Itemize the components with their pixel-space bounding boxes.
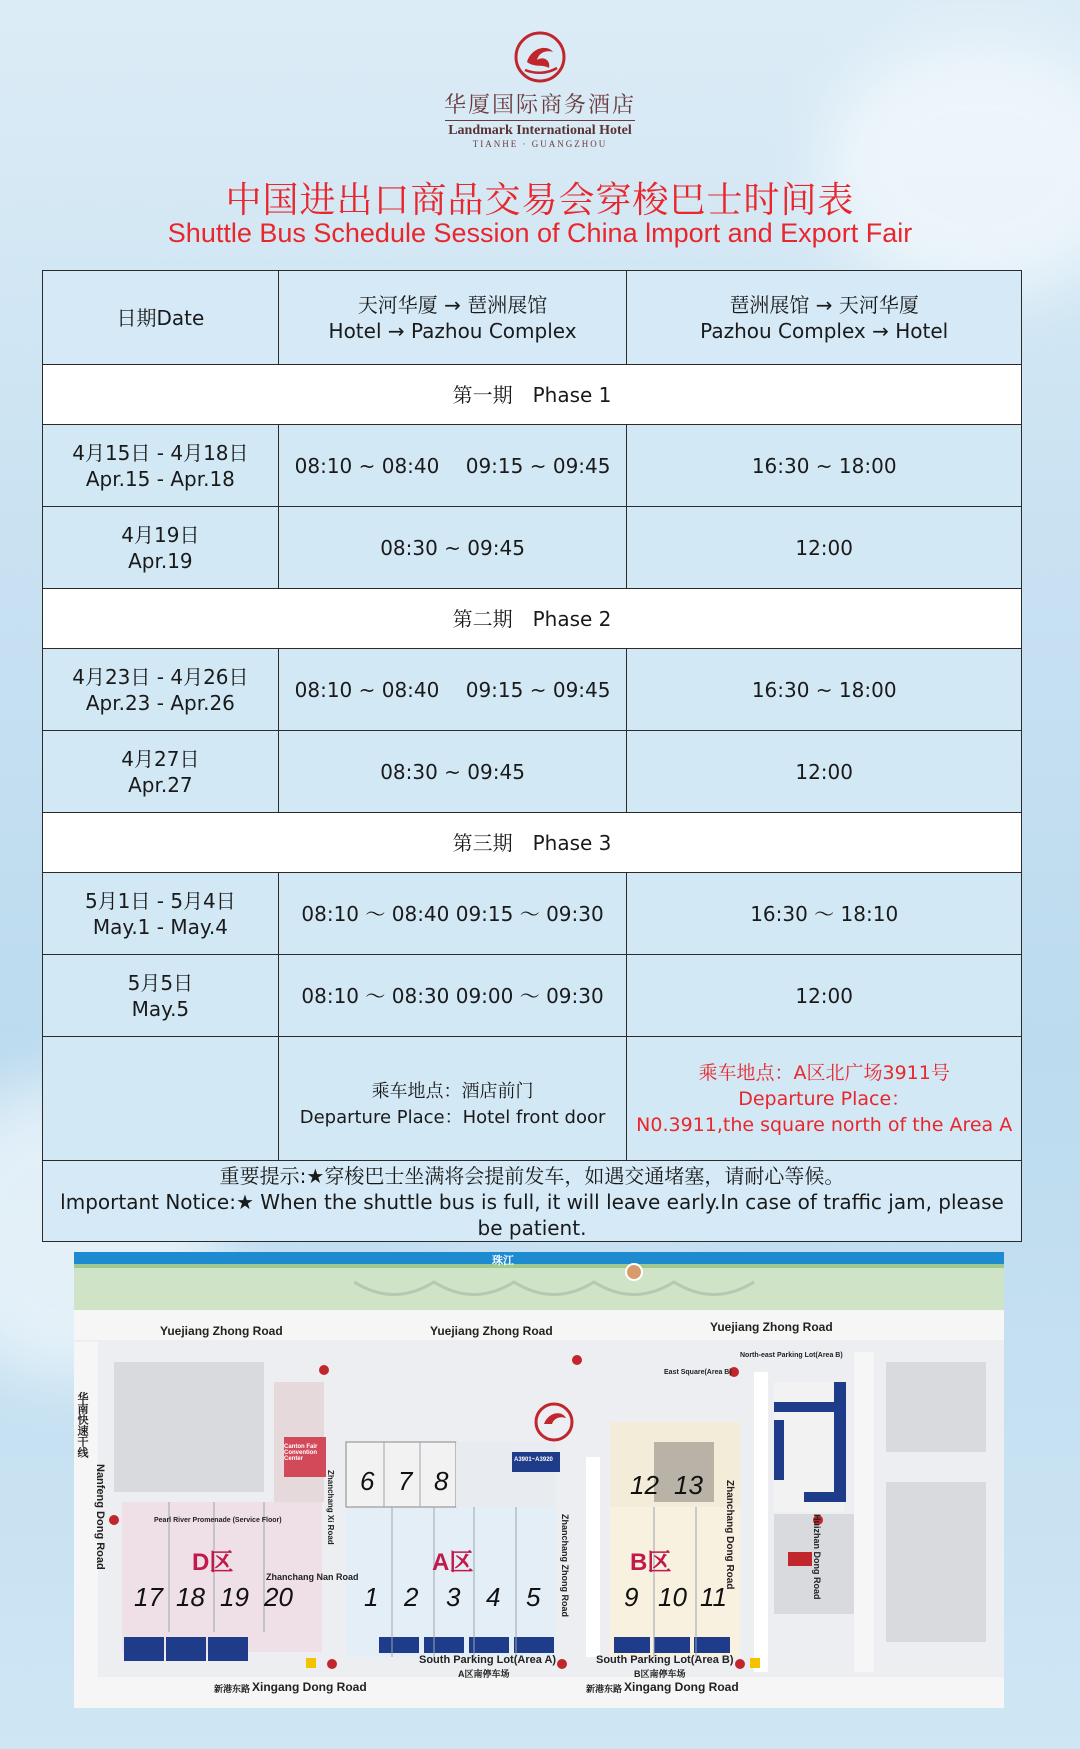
date-cn: 4月23日 - 4月26日	[72, 664, 249, 689]
schedule-table	[42, 270, 1022, 1242]
road-zhanchang-xi: Zhanchang Xi Road	[326, 1470, 335, 1545]
notice-en: lmportant Notice:★ When the shuttle bus is full, it will leave early.In case of traffic jam, please be patient.	[60, 1190, 1004, 1240]
to-hotel-times: 12:00	[627, 955, 1022, 1037]
date-cn: 5月5日	[127, 970, 194, 995]
table-row	[43, 649, 1022, 731]
date-en: May.1 - May.4	[92, 914, 228, 939]
phase-row	[43, 813, 1022, 873]
date-cell	[43, 955, 279, 1037]
hall-number: 8	[434, 1466, 449, 1496]
date-en: Apr.15 - Apr.18	[85, 466, 235, 491]
parking-a-cn: A区南停车场	[458, 1669, 510, 1679]
table-row	[43, 507, 1022, 589]
date-cell	[43, 507, 279, 589]
parking-b-cn: B区南停车场	[634, 1669, 686, 1679]
hall-number: 20	[264, 1582, 293, 1612]
zone-a-label: A区	[432, 1549, 474, 1576]
parking-ne-label: North-east Parking Lot(Area B)	[740, 1352, 843, 1359]
departure-fair-cn: 乘车地点：A区北广场3911号	[698, 1061, 950, 1084]
departure-fair-en-label: Departure Place：	[738, 1087, 911, 1110]
date-en: Apr.23 - Apr.26	[85, 690, 235, 715]
road-north-left: Yuejiang Zhong Road	[160, 1324, 283, 1338]
road-north-right: Yuejiang Zhong Road	[710, 1320, 833, 1334]
to-pazhou-times: 08:30 ~ 09:45	[278, 507, 627, 589]
road-south-left: Xingang Dong Road	[252, 1680, 367, 1694]
header-to-pazhou-cn: 天河华厦 → 琶洲展馆	[357, 292, 548, 317]
road-south-right-cn: 新港东路	[586, 1684, 623, 1694]
date-cn: 4月27日	[121, 746, 200, 771]
zone-d-label: D区	[192, 1549, 234, 1576]
east-square-label: East Square(Area B)	[664, 1369, 732, 1376]
table-row	[43, 955, 1022, 1037]
road-west-cn: 华南快速干线	[76, 1392, 88, 1458]
departure-row	[43, 1037, 1022, 1161]
hall-number: 4	[486, 1582, 501, 1612]
hall-number: 17	[134, 1582, 163, 1612]
date-en: May.5	[131, 996, 190, 1021]
road-west: Nanfeng Dong Road	[94, 1464, 106, 1570]
date-cell	[43, 649, 279, 731]
notice-cell	[43, 1161, 1022, 1242]
table-row	[43, 731, 1022, 813]
road-huizhan-dong: Huizhan Dong Road	[812, 1514, 822, 1600]
to-pazhou-times: 08:10 〜 08:30 09:00 〜 09:30	[278, 955, 627, 1037]
date-cell	[43, 425, 279, 507]
gate-label: A3901~A3920	[514, 1457, 553, 1463]
hall-number: 11	[700, 1582, 727, 1612]
road-zhanchang-nan: Zhanchang Nan Road	[266, 1572, 359, 1582]
parking-a-label: South Parking Lot(Area A)	[419, 1654, 557, 1666]
header-to-hotel-cn: 琶洲展馆 → 天河华厦	[729, 292, 919, 317]
map-river-label: 珠江	[492, 1255, 514, 1267]
zone-b-label: B区	[630, 1549, 672, 1576]
title-en: Shuttle Bus Schedule Session of China lmport and Export Fair	[167, 218, 913, 248]
promenade-label: Pearl River Promenade (Service Floor)	[154, 1517, 282, 1524]
road-south-left-cn: 新港东路	[214, 1684, 251, 1694]
hall-number: 10	[658, 1582, 687, 1612]
hall-number: 9	[624, 1582, 639, 1612]
date-cn: 5月1日 - 5月4日	[84, 888, 236, 913]
to-pazhou-times: 08:10 〜 08:40 09:15 〜 09:30	[278, 873, 627, 955]
phase-row	[43, 589, 1022, 649]
header-date: 日期Date	[43, 271, 279, 365]
date-cn: 4月15日 - 4月18日	[72, 440, 249, 465]
phase-row	[43, 365, 1022, 425]
phase-label: 第二期 Phase 2	[43, 589, 1022, 649]
departure-fair	[627, 1037, 1022, 1161]
hotel-name-cn: 华厦国际商务酒店	[443, 93, 636, 118]
road-zhanchang-zhong: Zhanchang Zhong Road	[560, 1514, 570, 1617]
header-to-pazhou	[278, 271, 627, 365]
hall-number: 13	[674, 1470, 703, 1500]
phase-label: 第三期 Phase 3	[43, 813, 1022, 873]
to-hotel-times: 16:30 〜 18:10	[627, 873, 1022, 955]
table-row	[43, 425, 1022, 507]
road-zhanchang-dong: Zhanchang Dong Road	[724, 1480, 735, 1590]
to-hotel-times: 16:30 ~ 18:00	[627, 425, 1022, 507]
hall-number: 18	[176, 1582, 205, 1612]
hall-number: 6	[360, 1466, 375, 1496]
header-to-hotel-en: Pazhou Complex → Hotel	[700, 318, 949, 343]
hall-number: 19	[220, 1582, 249, 1612]
date-cell	[43, 873, 279, 955]
departure-fair-en-place: N0.3911,the square north of the Area A	[636, 1113, 1013, 1136]
parking-b-label: South Parking Lot(Area B)	[596, 1654, 734, 1666]
title-cn: 中国进出口商品交易会穿梭巴士时间表	[225, 180, 855, 221]
date-cn: 4月19日	[121, 522, 200, 547]
date-en: Apr.19	[128, 548, 193, 573]
header-to-hotel	[627, 271, 1022, 365]
hall-number: 2	[404, 1582, 419, 1612]
convention-label: Canton Fair Convention Center	[284, 1444, 318, 1462]
map-graphic	[74, 1252, 1004, 1708]
departure-hotel	[278, 1037, 627, 1161]
dragon-logo-icon	[513, 30, 567, 84]
date-cell	[43, 731, 279, 813]
hall-number: 1	[364, 1582, 379, 1612]
table-header	[43, 271, 1022, 365]
hall-number: 7	[398, 1466, 413, 1496]
hall-number: 3	[446, 1582, 461, 1612]
to-hotel-times: 12:00	[627, 507, 1022, 589]
to-pazhou-times: 08:30 ~ 09:45	[278, 731, 627, 813]
hall-number: 12	[630, 1470, 659, 1500]
hotel-logo	[0, 30, 1080, 149]
road-south-right: Xingang Dong Road	[624, 1680, 739, 1694]
notice-cn: 重要提示:★穿梭巴士坐满将会提前发车，如遇交通堵塞，请耐心等候。	[219, 1164, 845, 1188]
header-to-pazhou-en: Hotel → Pazhou Complex	[328, 318, 577, 343]
road-north-mid: Yuejiang Zhong Road	[430, 1324, 553, 1338]
to-pazhou-times: 08:10 ~ 08:40 09:15 ~ 09:45	[278, 649, 627, 731]
hotel-name-en: Landmark International Hotel	[445, 120, 635, 139]
notice-row	[43, 1161, 1022, 1242]
hall-number: 5	[526, 1582, 541, 1612]
departure-hotel-cn: 乘车地点：酒店前门	[371, 1081, 534, 1102]
table-row	[43, 873, 1022, 955]
to-hotel-times: 12:00	[627, 731, 1022, 813]
to-hotel-times: 16:30 ~ 18:00	[627, 649, 1022, 731]
hotel-location: TIANHE · GUANGZHOU	[472, 139, 608, 149]
departure-hotel-en: Departure Place：Hotel front door	[299, 1107, 606, 1128]
departure-empty-cell	[43, 1037, 279, 1161]
venue-map	[74, 1252, 1004, 1708]
date-en: Apr.27	[128, 772, 193, 797]
to-pazhou-times: 08:10 ~ 08:40 09:15 ~ 09:45	[278, 425, 627, 507]
phase-label: 第一期 Phase 1	[43, 365, 1022, 425]
